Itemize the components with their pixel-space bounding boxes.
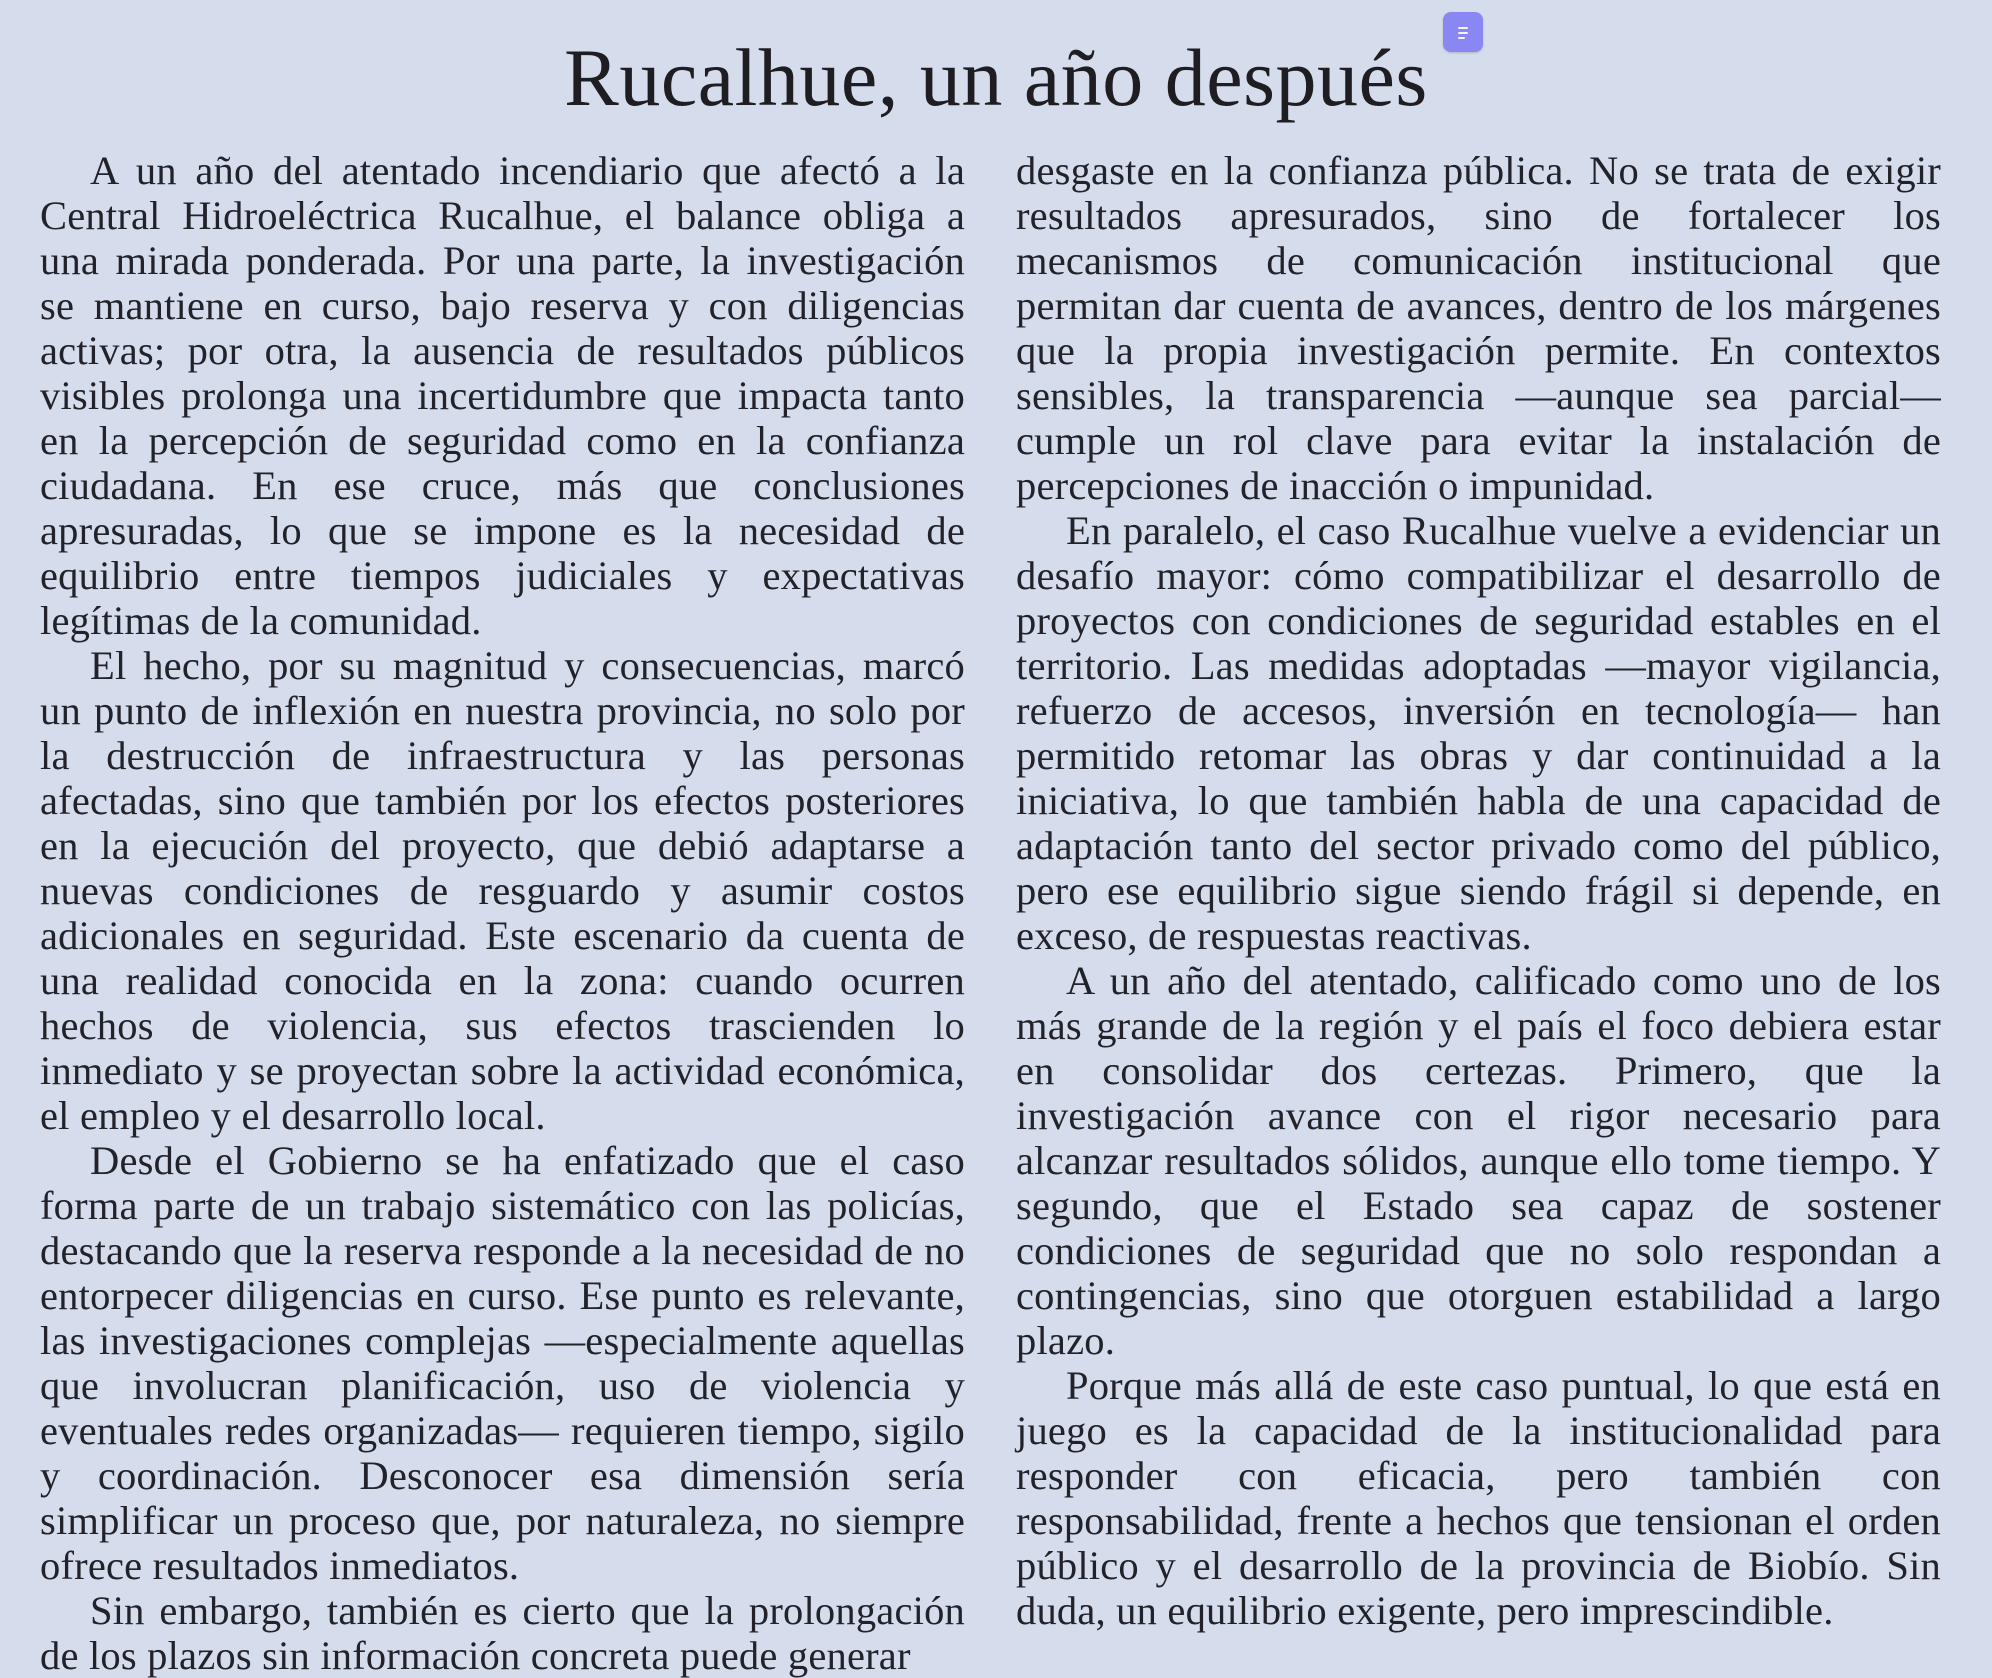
note-icon[interactable] [1443, 12, 1483, 52]
paragraph: El hecho, por su magnitud y consecuencias, marcó un punto de inflexión en nuestra provincia, no solo por la destrucción de infraestructura y las personas afectadas, sino que también por los efectos posteriores en la ejecución del proyecto, que debió adaptarse a nuevas condiciones de resguardo y asumir costos adicionales en seguridad. Este escenario da cuenta de una realidad conocida en la zona: cuando ocurren hechos de violencia, sus efectos trascienden lo inmediato y se proyectan sobre la actividad económica, el empleo y el desarrollo local. [40, 643, 965, 1138]
paragraph: Sin embargo, también es cierto que la prolongación de los plazos sin información concreta puede generar [40, 1588, 965, 1678]
paragraph: A un año del atentado, calificado como uno de los más grande de la región y el país el foco debiera estar en consolidar dos certezas. Primero, que la investigación avance con el rigor necesario para alcanzar resultados sólidos, aunque ello tome tiempo. Y segundo, que el Estado sea capaz de sostener condiciones de seguridad que no solo respondan a contingencias, sino que otorguen estabilidad a largo plazo. [1016, 958, 1941, 1363]
note-icon-line [1458, 27, 1468, 29]
paragraph: Porque más allá de este caso puntual, lo que está en juego es la capacidad de la institucionalidad para responder con eficacia, pero también con responsabilidad, frente a hechos que tensionan el orden público y el desarrollo de la provincia de Biobío. Sin duda, un equilibrio exigente, pero imprescindible. [1016, 1363, 1941, 1633]
note-icon-line [1458, 32, 1468, 34]
left-column [40, 148, 965, 1678]
note-icon-line [1458, 37, 1465, 39]
paragraph: En paralelo, el caso Rucalhue vuelve a evidenciar un desafío mayor: cómo compatibilizar el desarrollo de proyectos con condiciones de seguridad estables en el territorio. Las medidas adoptadas —mayor vigilancia, refuerzo de accesos, inversión en tecnología— han permitido retomar las obras y dar continuidad a la iniciativa, lo que también habla de una capacidad de adaptación tanto del sector privado como del público, pero ese equilibrio sigue siendo frágil si depende, en exceso, de respuestas reactivas. [1016, 508, 1941, 958]
paragraph: Desde el Gobierno se ha enfatizado que el caso forma parte de un trabajo sistemático con las policías, destacando que la reserva responde a la necesidad de no entorpecer diligencias en curso. Ese punto es relevante, las investigaciones complejas —especialmente aquellas que involucran planificación, uso de violencia y eventuales redes organizadas— requieren tiempo, sigilo y coordinación. Desconocer esa dimensión sería simplificar un proceso que, por naturaleza, no siempre ofrece resultados inmediatos. [40, 1138, 965, 1588]
paragraph-continuation: desgaste en la confianza pública. No se trata de exigir resultados apresurados, sino de fortalecer los mecanismos de comunicación institucional que permitan dar cuenta de avances, dentro de los márgenes que la propia investigación permite. En contextos sensibles, la transparencia —aunque sea parcial— cumple un rol clave para evitar la instalación de percepciones de inacción o impunidad. [1016, 148, 1941, 508]
article-title: Rucalhue, un año después [564, 32, 1428, 123]
paragraph: A un año del atentado incendiario que afectó a la Central Hidroeléctrica Rucalhue, el balance obliga a una mirada ponderada. Por una parte, la investigación se mantiene en curso, bajo reserva y con diligencias activas; por otra, la ausencia de resultados públicos visibles prolonga una incertidumbre que impacta tanto en la percepción de seguridad como en la confianza ciudadana. En ese cruce, más que conclusiones apresuradas, lo que se impone es la necesidad de equilibrio entre tiempos judiciales y expectativas legítimas de la comunidad. [40, 148, 965, 643]
right-column [1016, 148, 1941, 1633]
